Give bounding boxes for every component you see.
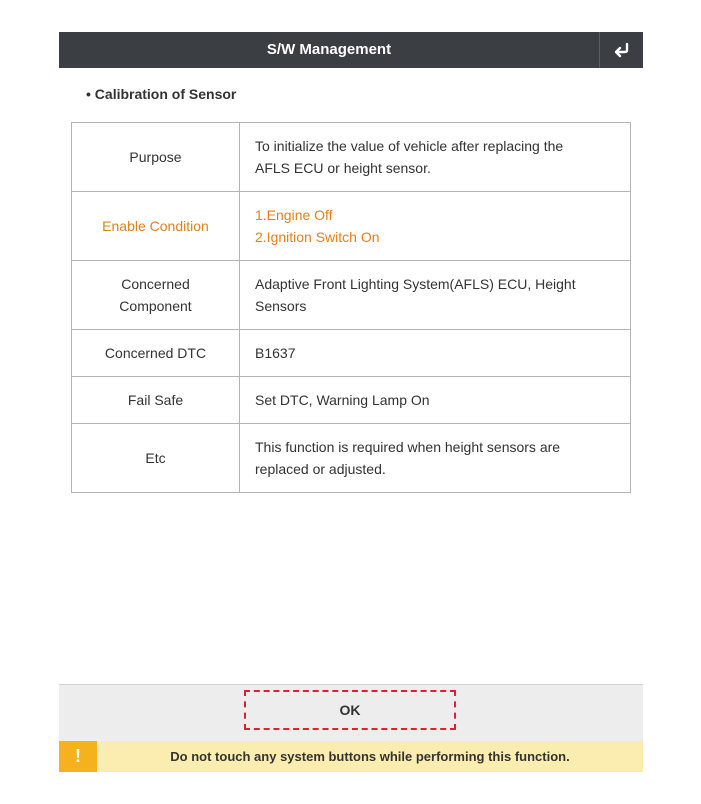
row-value-line: B1637 bbox=[255, 345, 296, 361]
row-value-concerned-dtc bbox=[240, 330, 631, 377]
title-bar bbox=[59, 32, 643, 68]
row-value-line: To initialize the value of vehicle after replacing the bbox=[255, 138, 564, 154]
row-value-enable-condition bbox=[240, 192, 631, 261]
row-label-concerned-dtc: Concerned DTC bbox=[72, 330, 240, 377]
back-button[interactable] bbox=[599, 32, 643, 68]
table-row bbox=[72, 192, 631, 261]
table-row bbox=[72, 424, 631, 493]
row-value-line: AFLS ECU or height sensor. bbox=[255, 160, 431, 176]
row-label-fail-safe: Fail Safe bbox=[72, 377, 240, 424]
row-label-purpose: Purpose bbox=[72, 123, 240, 192]
page-title: S/W Management bbox=[266, 41, 392, 58]
section-title: • Calibration of Sensor bbox=[86, 86, 237, 102]
warning-bar bbox=[59, 741, 643, 772]
return-arrow-icon bbox=[613, 42, 631, 58]
footer-bar bbox=[59, 684, 643, 741]
row-value-line: Sensors bbox=[255, 298, 307, 314]
table-row bbox=[72, 123, 631, 192]
row-value-line: replaced or adjusted. bbox=[255, 461, 386, 477]
row-label-line: Component bbox=[119, 298, 192, 314]
row-label-enable-condition: Enable Condition bbox=[72, 192, 240, 261]
row-value-line: Set DTC, Warning Lamp On bbox=[255, 392, 430, 408]
table-row bbox=[72, 261, 631, 330]
row-label-line: Concerned bbox=[121, 276, 190, 292]
row-value-line: 1.Engine Off bbox=[255, 207, 333, 223]
exclamation-icon: ! bbox=[59, 741, 97, 772]
row-label-etc: Etc bbox=[72, 424, 240, 493]
row-value-line: This function is required when height sensors are bbox=[255, 439, 561, 455]
warning-text: Do not touch any system buttons while performing this function. bbox=[170, 749, 570, 764]
row-value-fail-safe bbox=[240, 377, 631, 424]
table-row bbox=[72, 377, 631, 424]
row-value-line: 2.Ignition Switch On bbox=[255, 229, 380, 245]
row-value-purpose bbox=[240, 123, 631, 192]
table-row bbox=[72, 330, 631, 377]
info-table bbox=[71, 122, 631, 493]
ok-button[interactable]: OK bbox=[244, 690, 456, 730]
row-value-concerned-component bbox=[240, 261, 631, 330]
row-label-concerned-component bbox=[72, 261, 240, 330]
row-value-etc bbox=[240, 424, 631, 493]
row-value-line: Adaptive Front Lighting System(AFLS) ECU, Height bbox=[255, 276, 576, 292]
